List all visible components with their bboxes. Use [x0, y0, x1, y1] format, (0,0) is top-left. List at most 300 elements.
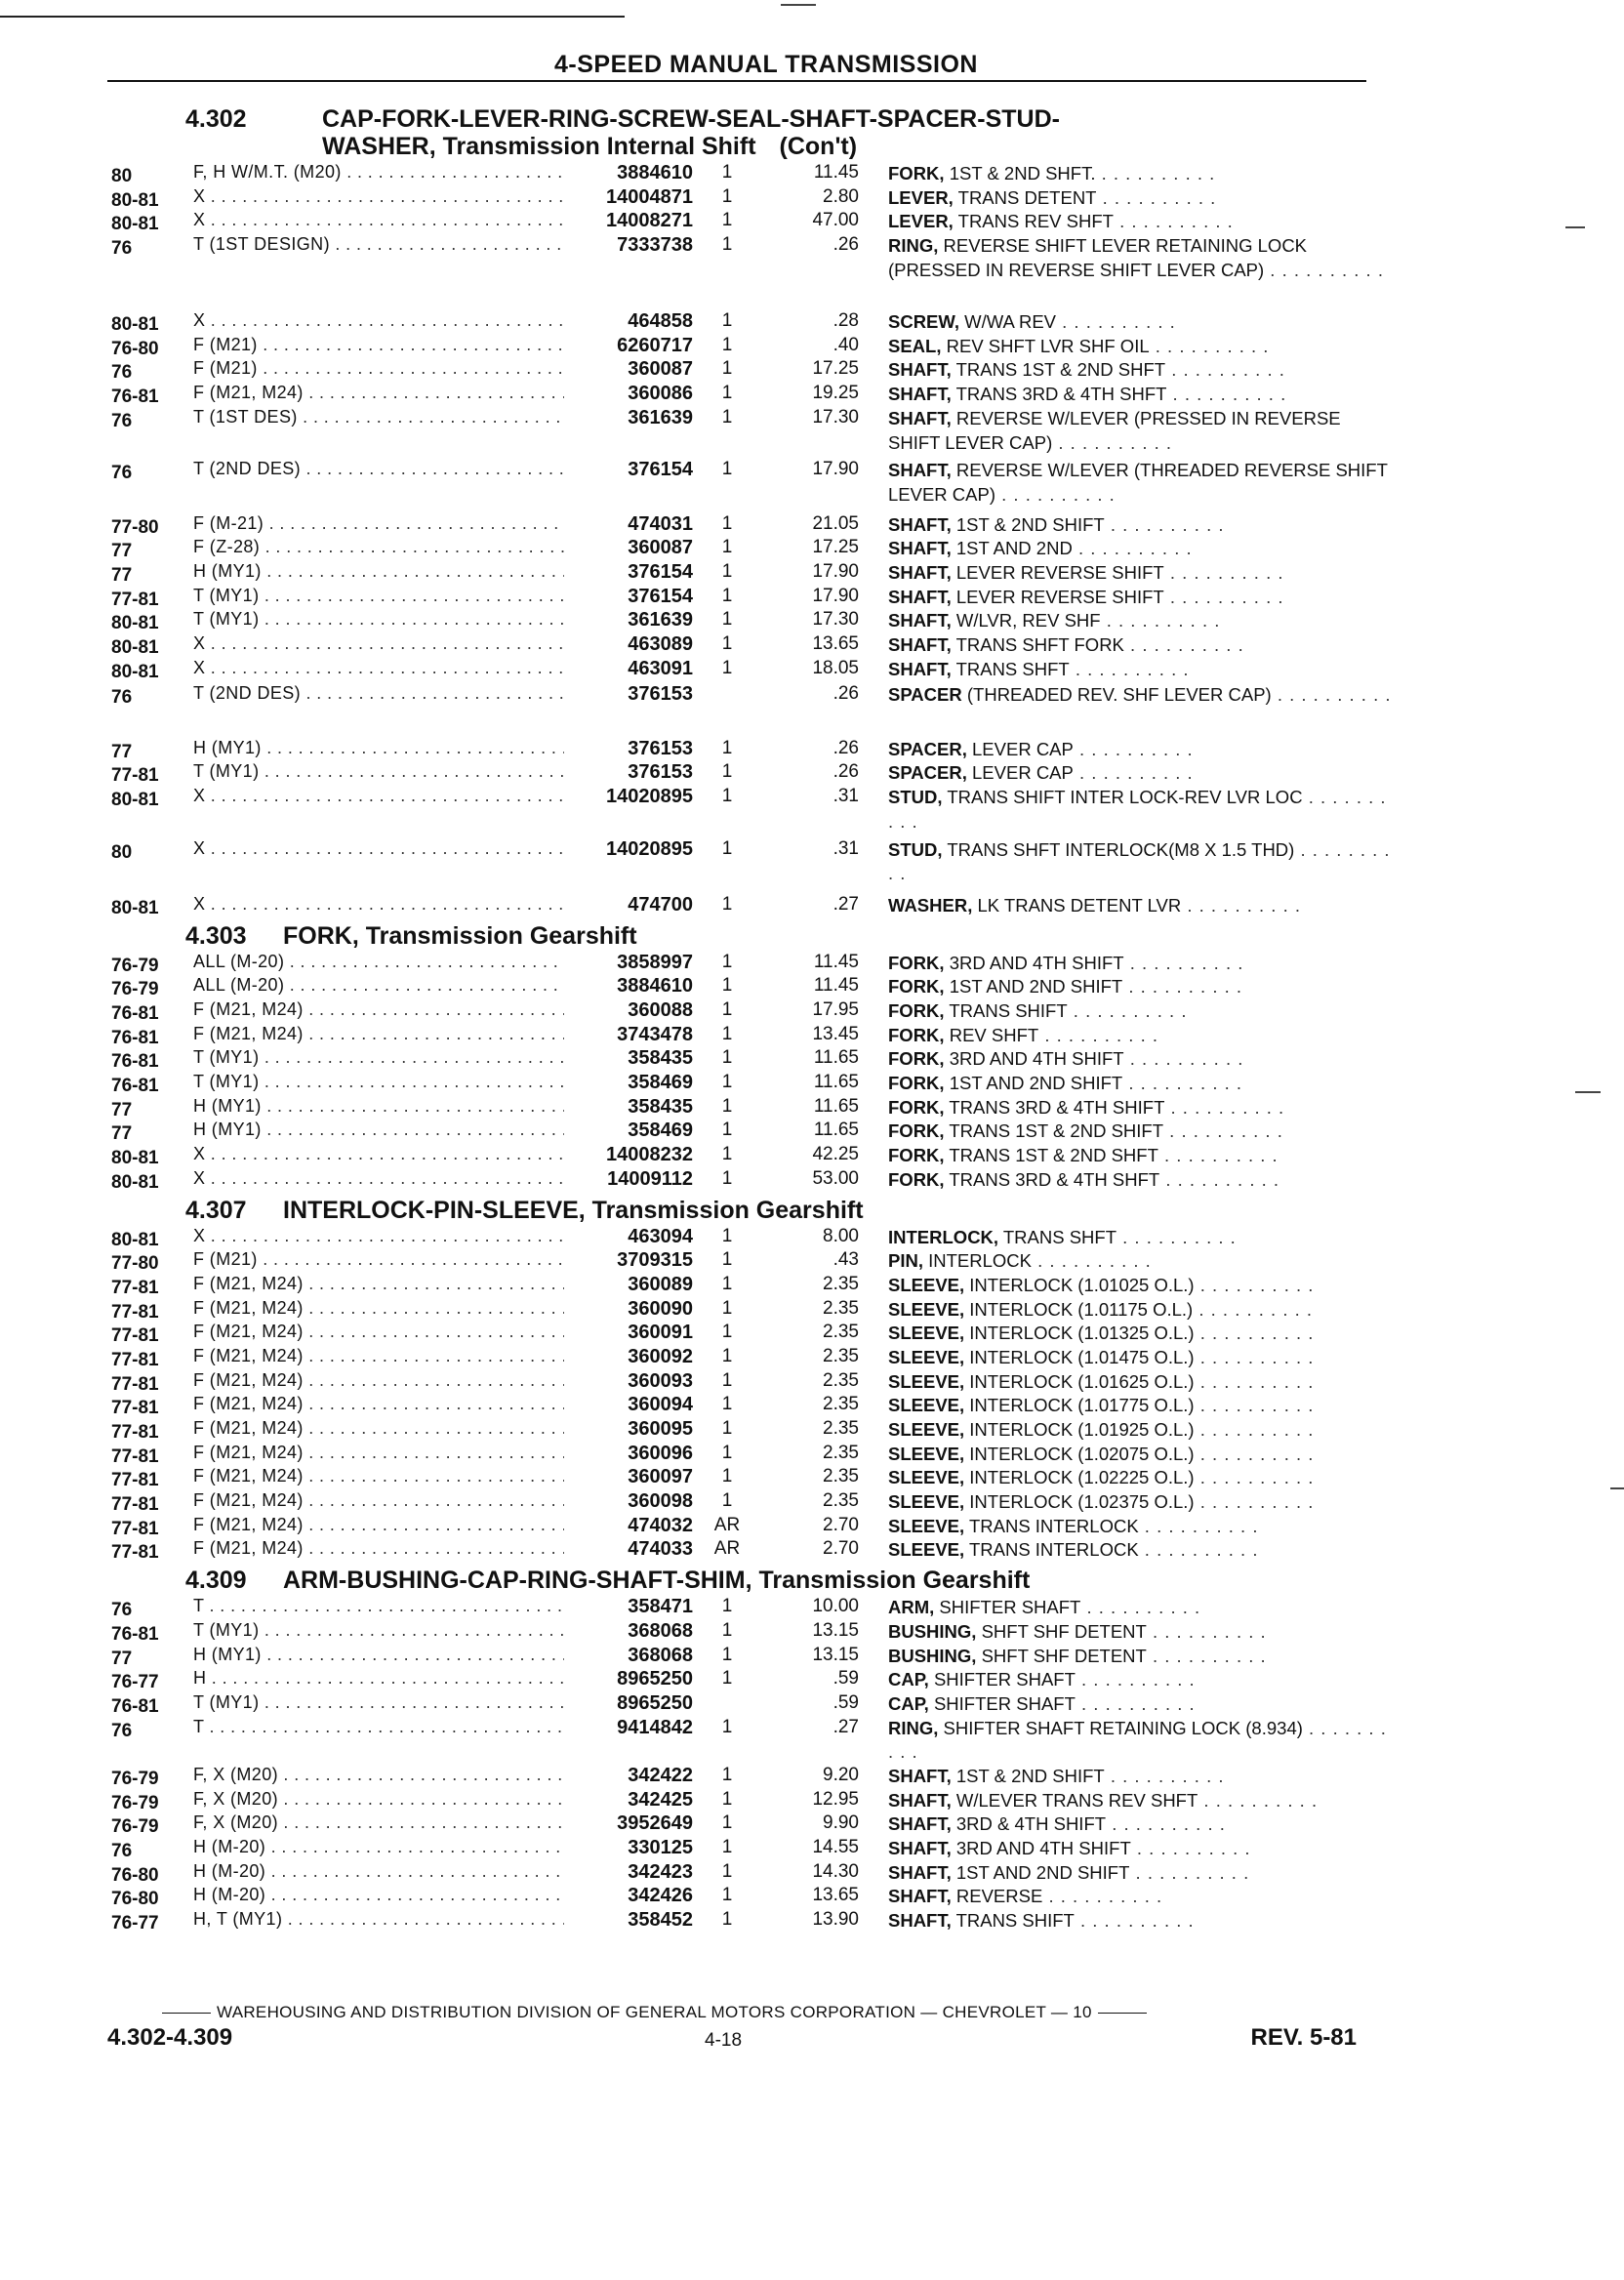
leader-dots: . . . . . . . . . .	[1130, 1838, 1251, 1859]
part-number: 3709315	[617, 1249, 693, 1272]
vehicle-model: F (M21, M24) . . .	[193, 1322, 564, 1342]
parts-row	[107, 1538, 1396, 1563]
vehicle-model: H (MY1) . . .	[193, 1645, 564, 1665]
quantity: 1	[721, 1596, 733, 1617]
part-number: 14004871	[606, 185, 693, 208]
leader-dots: . . . . . . . . . .	[1104, 1765, 1225, 1786]
part-number: 358469	[628, 1120, 693, 1142]
part-detail: INTERLOCK (1.01175 O.L.)	[969, 1298, 1194, 1320]
parts-row	[107, 335, 1396, 359]
part-description	[888, 1885, 1396, 1909]
part-number: 360087	[628, 537, 693, 559]
quantity: 1	[721, 1644, 733, 1665]
vehicle-model: H (M-20) . . .	[193, 1837, 564, 1857]
part-name: SLEEVE,	[888, 1346, 965, 1367]
parts-row	[107, 1645, 1396, 1669]
part-name: SLEEVE,	[888, 1443, 965, 1464]
vehicle-model: F (M21, M24) . . .	[193, 1394, 564, 1414]
part-detail: 3RD AND 4TH SHIFT	[949, 1048, 1124, 1070]
quantity: 1	[721, 1369, 733, 1391]
model-year: 76-80	[111, 338, 159, 359]
model-year: 80-81	[111, 897, 159, 918]
vehicle-model: H (MY1) . . .	[193, 1096, 564, 1117]
parts-row	[107, 1249, 1396, 1274]
part-number: 360098	[628, 1490, 693, 1513]
part-detail: REV SHFT LVR SHF OIL	[946, 335, 1150, 356]
part-detail: 1ST & 2ND SHIFT	[955, 513, 1105, 535]
scan-artifact-line	[0, 16, 625, 18]
part-detail: TRANS 3RD & 4TH SHIFT	[949, 1096, 1165, 1118]
model-year: 77	[111, 741, 133, 762]
model-year: 77-80	[111, 516, 159, 538]
part-name: SLEEVE,	[888, 1298, 965, 1320]
vehicle-model: T (MY1) . . .	[193, 1692, 564, 1713]
leader-dots: . . . . . . . . . .	[995, 483, 1116, 505]
leader-dots: . . . . . . . . . .	[1264, 259, 1384, 280]
part-number: 7333738	[617, 234, 693, 257]
part-number: 358471	[628, 1596, 693, 1618]
price: 17.90	[812, 560, 859, 582]
vehicle-model: F (M21, M24) . . .	[193, 1274, 564, 1294]
section-heading	[107, 1567, 1396, 1596]
part-description	[888, 1490, 1396, 1515]
part-name: FORK,	[888, 1073, 945, 1094]
price: 17.25	[812, 358, 859, 380]
parts-row	[107, 1226, 1396, 1250]
parts-catalog-body	[107, 105, 1396, 1934]
part-detail: 1ST AND 2ND	[955, 538, 1073, 559]
quantity: 1	[721, 737, 733, 758]
price: 2.35	[823, 1345, 859, 1366]
part-detail: W/LEVER TRANS REV SHFT	[955, 1789, 1198, 1811]
part-description	[888, 310, 1396, 335]
leader-dots: . . . . . . . . . .	[1198, 1789, 1319, 1811]
vehicle-model: H (MY1) . . .	[193, 561, 564, 582]
part-description	[888, 1120, 1396, 1144]
part-detail: REV SHFT	[949, 1024, 1039, 1045]
parts-row	[107, 1370, 1396, 1395]
leader-dots: . . . . . . . . . .	[1138, 1539, 1259, 1561]
model-year: 80-81	[111, 613, 159, 634]
parts-row	[107, 761, 1396, 786]
part-number: 342425	[628, 1788, 693, 1811]
part-detail: 3RD & 4TH SHIFT	[955, 1813, 1107, 1835]
part-description	[888, 1668, 1396, 1692]
vehicle-model: F (M21, M24) . . .	[193, 1024, 564, 1044]
part-description	[888, 894, 1396, 918]
part-name: SCREW,	[888, 311, 959, 333]
parts-row	[107, 1789, 1396, 1813]
part-detail: INTERLOCK	[928, 1250, 1033, 1272]
model-year: 77-81	[111, 589, 159, 610]
model-year: 76	[111, 362, 133, 384]
part-description	[888, 999, 1396, 1024]
model-year: 80-81	[111, 790, 159, 811]
vehicle-model: X . . .	[193, 894, 564, 915]
part-description	[888, 162, 1396, 186]
quantity: 1	[721, 1619, 733, 1641]
part-description	[888, 683, 1396, 708]
part-detail: LEVER REVERSE SHIFT	[955, 586, 1164, 607]
vehicle-model: T (MY1) . . .	[193, 761, 564, 782]
parts-row	[107, 1515, 1396, 1539]
model-year: 80	[111, 166, 133, 186]
vehicle-model: F (M21) . . .	[193, 335, 564, 355]
quantity: 1	[721, 1167, 733, 1189]
part-name: SHAFT,	[888, 658, 952, 679]
quantity: 1	[721, 1418, 733, 1440]
leader-dots: . . . . . . . . . .	[1194, 1274, 1315, 1295]
price: .26	[832, 761, 859, 783]
model-year: 76-77	[111, 1913, 159, 1934]
price: .31	[832, 786, 859, 807]
part-description	[888, 210, 1396, 234]
quantity: 1	[721, 1072, 733, 1093]
price: 2.35	[823, 1490, 859, 1512]
part-name: SLEEVE,	[888, 1539, 965, 1561]
leader-dots: . . . . . . . . . .	[1100, 610, 1221, 631]
model-year: 77	[111, 564, 133, 586]
price: .28	[832, 310, 859, 332]
vehicle-model: T . . .	[193, 1596, 564, 1616]
vehicle-model: F (M21, M24) . . .	[193, 1418, 564, 1439]
part-description	[888, 358, 1396, 383]
vehicle-model: F (Z-28) . . .	[193, 537, 564, 557]
scan-artifact-mark	[1610, 1487, 1624, 1489]
quantity: 1	[721, 185, 733, 207]
part-name: SPACER,	[888, 762, 967, 784]
parts-row	[107, 999, 1396, 1024]
vehicle-model: X . . .	[193, 838, 564, 859]
part-number: 8965250	[617, 1668, 693, 1690]
vehicle-model: T (MY1) . . .	[193, 609, 564, 630]
model-year: 76-80	[111, 1889, 159, 1910]
leader-dots: . . . . . . . . . .	[1123, 1048, 1244, 1070]
leader-dots: . . . . . . . . . .	[1052, 431, 1173, 453]
part-name: SPACER	[888, 684, 962, 706]
quantity: 1	[721, 1144, 733, 1165]
part-detail: TRANS 1ST & 2ND SHFT	[955, 359, 1166, 381]
part-number: 342422	[628, 1764, 693, 1786]
vehicle-model: X . . .	[193, 310, 564, 331]
model-year: 76	[111, 1600, 133, 1621]
part-name: SHAFT,	[888, 634, 952, 656]
part-description	[888, 1144, 1396, 1168]
quantity: 1	[721, 1297, 733, 1319]
leader-dots: . . . . . . . . . .	[1163, 561, 1284, 583]
leader-dots: . . . . . . . . . .	[1194, 1323, 1315, 1344]
quantity: 1	[721, 1788, 733, 1810]
part-number: 342423	[628, 1860, 693, 1883]
quantity: 1	[721, 1023, 733, 1044]
part-detail: LK TRANS DETENT LVR	[977, 894, 1182, 916]
leader-dots: . . . . . . . . . .	[1129, 1861, 1250, 1883]
vehicle-model: F (M21, M24) . . .	[193, 1298, 564, 1319]
part-detail: INTERLOCK (1.01925 O.L.)	[969, 1419, 1195, 1441]
price: 47.00	[812, 210, 859, 231]
part-number: 360096	[628, 1442, 693, 1464]
part-description	[888, 1765, 1396, 1789]
leader-dots: . . . . . . . . . .	[1146, 1620, 1267, 1642]
vehicle-model: F (M21) . . .	[193, 358, 564, 379]
part-name: WASHER,	[888, 894, 973, 916]
parts-row	[107, 738, 1396, 762]
leader-dots: . . . . . . . . . .	[1075, 1692, 1196, 1714]
part-name: SHAFT,	[888, 1910, 952, 1932]
parts-row	[107, 459, 1396, 507]
part-detail: TRANS SHFT INTERLOCK(M8 X 1.5 THD)	[947, 838, 1295, 860]
model-year: 76-81	[111, 1695, 159, 1717]
leader-dots: . . . . . . . . . .	[1146, 1645, 1267, 1666]
part-detail: LEVER CAP	[972, 738, 1074, 759]
part-description	[888, 1692, 1396, 1717]
part-name: FORK,	[888, 1168, 945, 1190]
leader-dots: . . . . . . . . . .	[1080, 1597, 1201, 1618]
leader-dots: . . . . . . . . . .	[1073, 762, 1194, 784]
model-year: 76-79	[111, 1816, 159, 1838]
leader-dots: . . . . . . . . . .	[1164, 1096, 1285, 1118]
parts-row	[107, 1168, 1396, 1193]
part-name: SHAFT,	[888, 610, 952, 631]
model-year: 77-81	[111, 1470, 159, 1491]
model-year: 77-81	[111, 1542, 159, 1564]
quantity: 1	[721, 459, 733, 480]
part-name: FORK,	[888, 1096, 945, 1118]
part-name: SHAFT,	[888, 1886, 952, 1907]
section-heading	[107, 1197, 1396, 1226]
quantity: 1	[721, 1668, 733, 1690]
price: 13.15	[812, 1619, 859, 1641]
part-number: 463091	[628, 657, 693, 679]
price: 2.35	[823, 1297, 859, 1319]
model-year: 80-81	[111, 1229, 159, 1250]
parts-row	[107, 1298, 1396, 1323]
vehicle-model: H (MY1) . . .	[193, 1120, 564, 1140]
leader-dots: . . . . . . . . . .	[1072, 538, 1193, 559]
part-number: 360091	[628, 1322, 693, 1344]
part-detail: 1ST & 2ND SHIFT	[955, 1765, 1105, 1786]
quantity: 1	[721, 1860, 733, 1882]
quantity: AR	[713, 1514, 741, 1535]
price: 13.15	[812, 1644, 859, 1665]
parts-row	[107, 1274, 1396, 1298]
part-name: BUSHING,	[888, 1645, 977, 1666]
part-detail: INTERLOCK (1.02075 O.L.)	[969, 1443, 1195, 1464]
parts-row	[107, 407, 1396, 455]
price: .59	[832, 1668, 859, 1690]
part-detail: SHIFTER SHAFT	[933, 1669, 1076, 1690]
section-number: 4.302	[185, 105, 247, 133]
parts-row	[107, 1346, 1396, 1370]
model-year: 76-81	[111, 1027, 159, 1048]
leader-dots: . . . . . . . . . .	[1116, 1226, 1237, 1247]
part-number: 463089	[628, 633, 693, 656]
part-name: STUD,	[888, 838, 943, 860]
price: 42.25	[812, 1144, 859, 1165]
vehicle-model: F (M-21) . . .	[193, 513, 564, 534]
part-description	[888, 335, 1396, 359]
part-description	[888, 658, 1396, 682]
part-detail: LEVER REVERSE SHIFT	[955, 561, 1164, 583]
vehicle-model: H (M-20) . . .	[193, 1885, 564, 1905]
part-description	[888, 1298, 1396, 1323]
price: 2.35	[823, 1394, 859, 1415]
leader-dots: . . . . . . . . . .	[1194, 1370, 1315, 1392]
model-year: 77-81	[111, 1518, 159, 1539]
leader-dots: . . . . . . . . . .	[1166, 384, 1287, 405]
parts-row	[107, 1596, 1396, 1620]
scan-artifact-mark	[1565, 226, 1585, 228]
part-description	[888, 1072, 1396, 1096]
vehicle-model: T (2ND DES) . . .	[193, 459, 564, 479]
price: .26	[832, 683, 859, 705]
quantity: 1	[721, 1812, 733, 1834]
scan-artifact-mark	[1575, 1091, 1601, 1093]
part-number: 376153	[628, 683, 693, 706]
page-footer	[107, 2003, 1396, 2057]
part-description	[888, 975, 1396, 999]
leader-dots: . . . . . . . . . .	[1149, 335, 1270, 356]
part-description	[888, 1620, 1396, 1645]
part-detail: INTERLOCK (1.01325 O.L.)	[969, 1323, 1195, 1344]
model-year: 77-81	[111, 1325, 159, 1347]
part-name: RING,	[888, 235, 939, 257]
part-description	[888, 1096, 1396, 1120]
model-year: 76-81	[111, 1003, 159, 1025]
part-name: SLEEVE,	[888, 1370, 965, 1392]
parts-row	[107, 1024, 1396, 1048]
part-description	[888, 1168, 1396, 1193]
model-year: 77-81	[111, 1277, 159, 1298]
part-detail: TRANS SHIFT	[949, 1000, 1068, 1022]
part-number: 358435	[628, 1095, 693, 1118]
price: 9.20	[823, 1764, 859, 1785]
footer-rule-left	[162, 2013, 211, 2014]
price: 8.00	[823, 1225, 859, 1246]
model-year: 77-80	[111, 1253, 159, 1275]
model-year: 77	[111, 1099, 133, 1120]
part-description	[888, 1249, 1396, 1274]
price: 17.90	[812, 585, 859, 606]
parts-row	[107, 786, 1396, 834]
model-year: 76-79	[111, 979, 159, 1000]
model-year: 77	[111, 1648, 133, 1669]
part-description	[888, 952, 1396, 976]
part-description	[888, 1645, 1396, 1669]
quantity: 1	[721, 1120, 733, 1141]
part-name: PIN,	[888, 1250, 923, 1272]
leader-dots: . . . . . . . . . .	[1075, 1669, 1196, 1690]
parts-row	[107, 1837, 1396, 1861]
parts-row	[107, 186, 1396, 211]
model-year: 76-79	[111, 1792, 159, 1813]
vehicle-model: X . . .	[193, 658, 564, 678]
vehicle-model: H, T (MY1) . . .	[193, 1909, 564, 1930]
part-description	[888, 1812, 1396, 1837]
part-number: 360092	[628, 1345, 693, 1367]
parts-row	[107, 383, 1396, 407]
leader-dots: . . . . . . . . . .	[1096, 186, 1217, 208]
leader-dots: . . . . . . . . . .	[1194, 1395, 1315, 1416]
part-detail: INTERLOCK (1.01625 O.L.)	[969, 1370, 1195, 1392]
leader-dots: . . . . . . . . . .	[1163, 1120, 1283, 1142]
leader-dots: . . . . . . . . . .	[1157, 1145, 1279, 1166]
footer-rule-right	[1098, 2013, 1147, 2014]
part-description	[888, 1837, 1396, 1861]
parts-row	[107, 1861, 1396, 1886]
part-name: SLEEVE,	[888, 1323, 965, 1344]
leader-dots: . . . . . . . . . .	[1271, 684, 1392, 706]
section-title: ARM-BUSHING-CAP-RING-SHAFT-SHIM, Transmission Gearshift	[283, 1567, 1031, 1595]
part-detail: SHIFTER SHAFT RETAINING LOCK (8.934)	[943, 1717, 1303, 1738]
model-year: 76-81	[111, 1076, 159, 1097]
vehicle-model: F (M21, M24) . . .	[193, 1490, 564, 1511]
part-number: 358452	[628, 1909, 693, 1932]
part-name: SHAFT,	[888, 538, 952, 559]
footer-revision: REV. 5-81	[1250, 2024, 1357, 2051]
part-number: 361639	[628, 406, 693, 428]
section-number: 4.309	[185, 1567, 247, 1595]
leader-dots: . . . . . . . . . .	[1074, 1910, 1195, 1932]
part-description	[888, 1515, 1396, 1539]
part-detail: (THREADED REV. SHF LEVER CAP)	[966, 684, 1272, 706]
parts-row	[107, 1909, 1396, 1934]
quantity: 1	[721, 537, 733, 558]
leader-dots: . . . . . . . . . .	[1123, 952, 1244, 973]
parts-row	[107, 658, 1396, 682]
price: .27	[832, 1716, 859, 1737]
price: 2.80	[823, 185, 859, 207]
part-number: 368068	[628, 1619, 693, 1642]
part-number: 361639	[628, 609, 693, 631]
quantity: 1	[721, 999, 733, 1021]
model-year: 80-81	[111, 1148, 159, 1169]
vehicle-model: H (MY1) . . .	[193, 738, 564, 758]
section-subtitle	[322, 133, 857, 161]
parts-row	[107, 952, 1396, 976]
quantity: 1	[721, 1394, 733, 1415]
vehicle-model: F (M21, M24) . . .	[193, 1370, 564, 1391]
price: .31	[832, 837, 859, 859]
part-number: 376154	[628, 585, 693, 607]
part-detail: SHFT SHF DETENT	[981, 1645, 1147, 1666]
model-year: 77-81	[111, 1445, 159, 1467]
part-number: 360097	[628, 1466, 693, 1488]
parts-row	[107, 1322, 1396, 1346]
footer-division-text: WAREHOUSING AND DISTRIBUTION DIVISION OF GENERAL MOTORS CORPORATION — CHEVROLET — 10	[217, 2003, 1092, 2021]
part-description	[888, 459, 1396, 507]
quantity: 1	[721, 1047, 733, 1069]
quantity: 1	[721, 837, 733, 859]
part-number: 9414842	[617, 1716, 693, 1738]
part-name: SHAFT,	[888, 384, 952, 405]
parts-row	[107, 537, 1396, 561]
model-year: 76-77	[111, 1672, 159, 1693]
model-year: 76	[111, 687, 133, 709]
price: 11.65	[813, 1072, 859, 1093]
part-name: FORK,	[888, 1048, 945, 1070]
model-year: 76	[111, 238, 133, 260]
part-description	[888, 1047, 1396, 1072]
parts-row	[107, 1620, 1396, 1645]
section-number: 4.303	[185, 921, 247, 950]
part-number: 376153	[628, 737, 693, 759]
part-name: SHAFT,	[888, 1813, 952, 1835]
quantity: 1	[721, 893, 733, 915]
vehicle-model: X . . .	[193, 786, 564, 806]
parts-row	[107, 1466, 1396, 1490]
price: 13.65	[812, 1885, 859, 1906]
